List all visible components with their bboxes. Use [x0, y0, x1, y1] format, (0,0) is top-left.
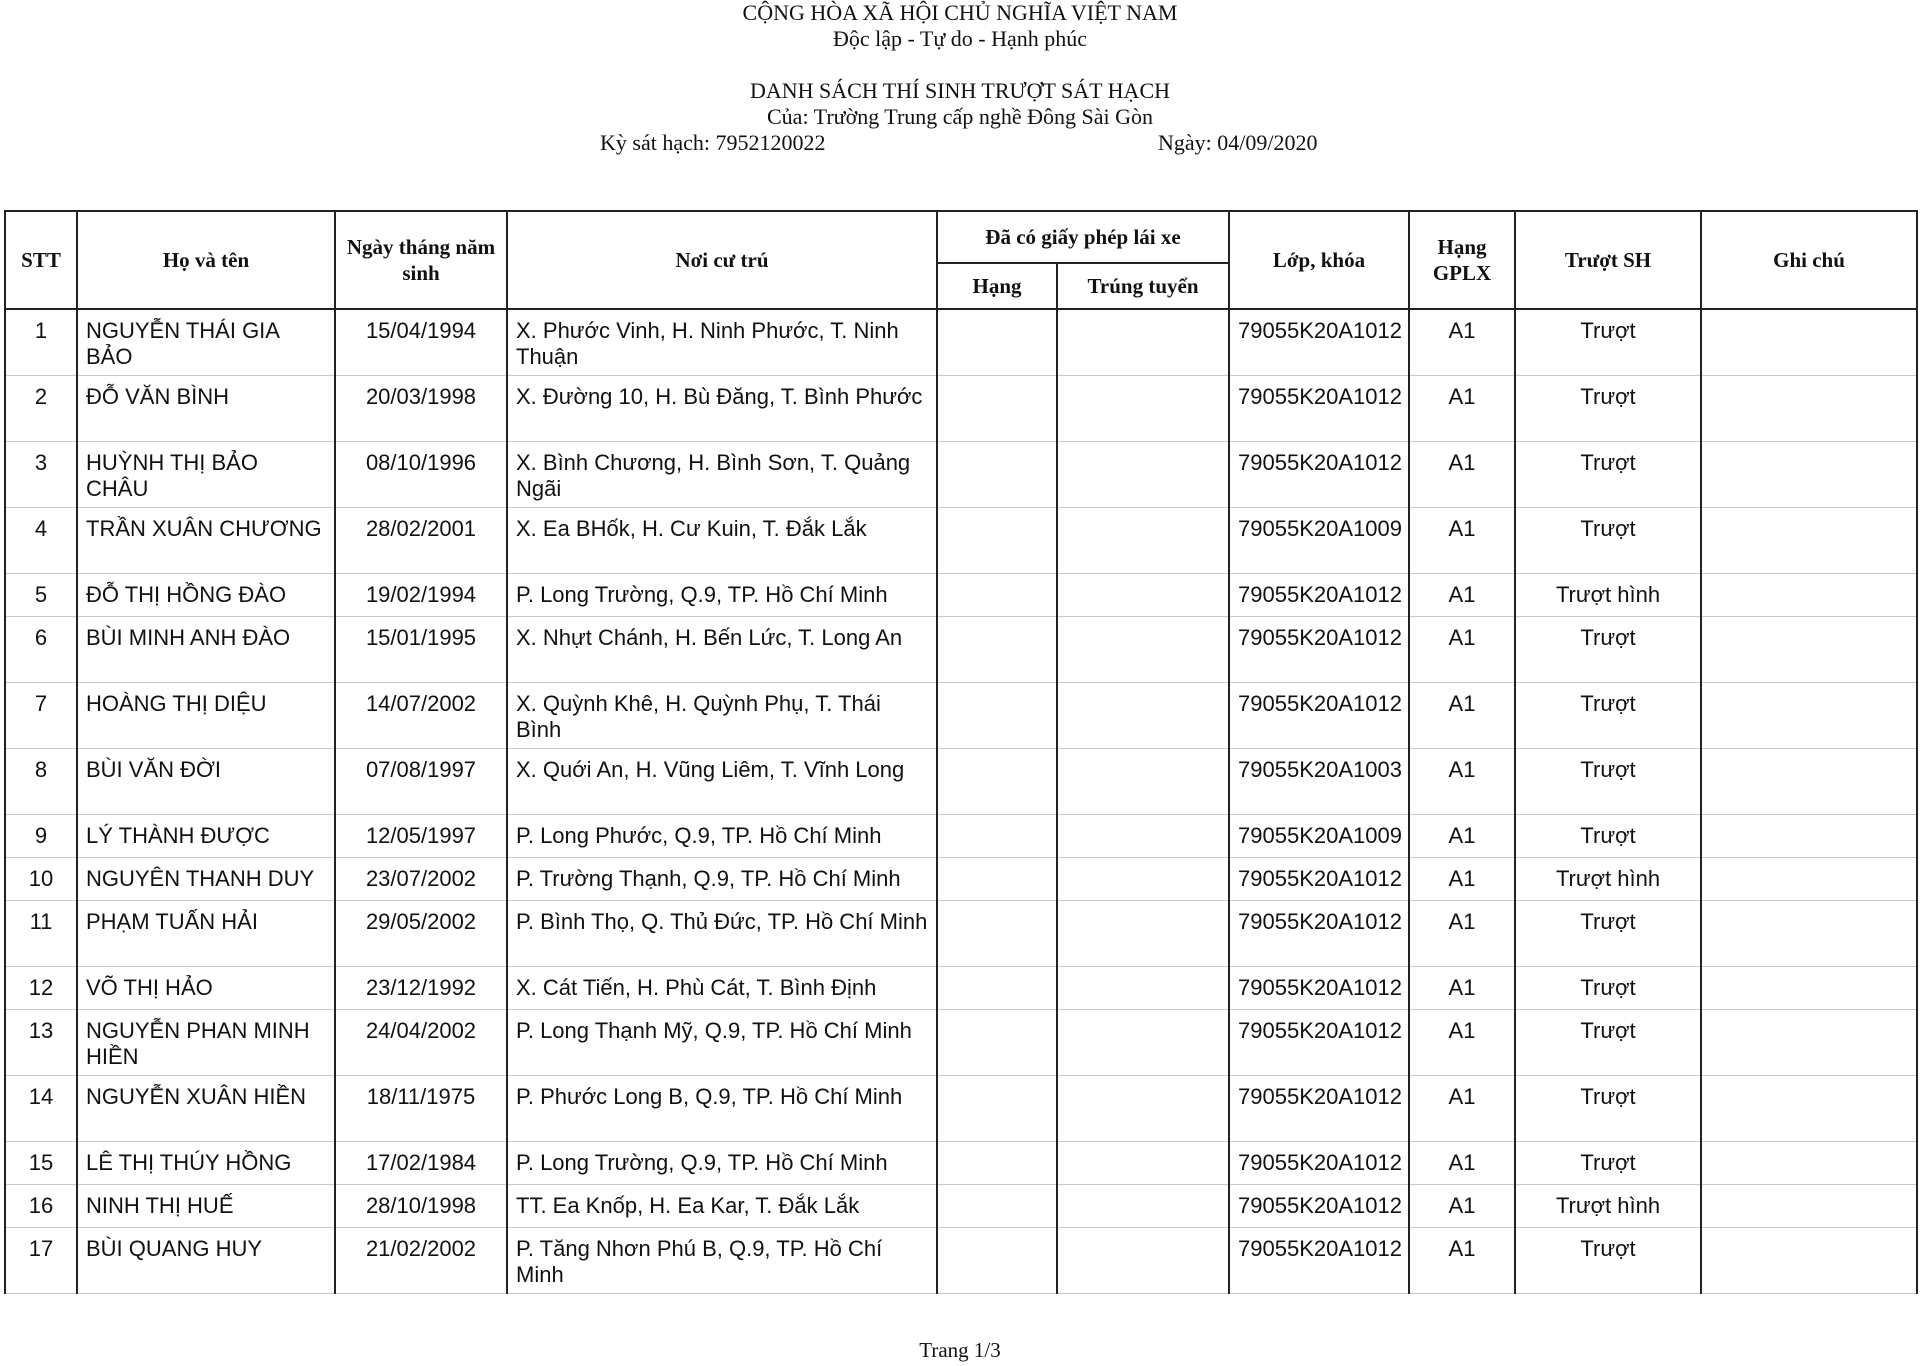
row-gplx: A1 [1409, 857, 1515, 900]
row-course: 79055K20A1012 [1229, 309, 1409, 375]
row-license-admitted [1057, 857, 1229, 900]
row-stt: 10 [5, 857, 77, 900]
row-stt: 15 [5, 1141, 77, 1184]
row-address: X. Quới An, H. Vũng Liêm, T. Vĩnh Long [507, 748, 937, 814]
row-stt: 3 [5, 441, 77, 507]
row-license-admitted [1057, 1141, 1229, 1184]
row-license-class [937, 1184, 1057, 1227]
page-number: Trang 1/3 [919, 1338, 1001, 1362]
row-address: P. Long Phước, Q.9, TP. Hồ Chí Minh [507, 814, 937, 857]
row-stt: 8 [5, 748, 77, 814]
row-course: 79055K20A1009 [1229, 814, 1409, 857]
row-gplx: A1 [1409, 441, 1515, 507]
row-course: 79055K20A1012 [1229, 1009, 1409, 1075]
row-stt: 16 [5, 1184, 77, 1227]
row-result: Trượt [1515, 1227, 1701, 1293]
row-license-class [937, 748, 1057, 814]
row-result: Trượt [1515, 1075, 1701, 1141]
row-result: Trượt [1515, 375, 1701, 441]
row-course: 79055K20A1012 [1229, 1227, 1409, 1293]
row-result: Trượt [1515, 1009, 1701, 1075]
table-row [5, 573, 1917, 616]
row-note [1701, 682, 1917, 748]
row-license-class [937, 966, 1057, 1009]
row-dob: 23/12/1992 [335, 966, 507, 1009]
table-row [5, 857, 1917, 900]
row-note [1701, 1227, 1917, 1293]
row-license-admitted [1057, 682, 1229, 748]
row-address: P. Long Thạnh Mỹ, Q.9, TP. Hồ Chí Minh [507, 1009, 937, 1075]
table-row [5, 1227, 1917, 1293]
row-course: 79055K20A1012 [1229, 441, 1409, 507]
row-license-admitted [1057, 1227, 1229, 1293]
row-name: HUỲNH THỊ BẢO CHÂU [77, 441, 335, 507]
row-gplx: A1 [1409, 900, 1515, 966]
row-course: 79055K20A1012 [1229, 682, 1409, 748]
row-license-class [937, 375, 1057, 441]
row-gplx: A1 [1409, 375, 1515, 441]
row-address: X. Quỳnh Khê, H. Quỳnh Phụ, T. Thái Bình [507, 682, 937, 748]
row-note [1701, 616, 1917, 682]
row-dob: 20/03/1998 [335, 375, 507, 441]
row-address: X. Nhựt Chánh, H. Bến Lức, T. Long An [507, 616, 937, 682]
row-result: Trượt [1515, 900, 1701, 966]
row-note [1701, 1141, 1917, 1184]
row-stt: 7 [5, 682, 77, 748]
row-license-admitted [1057, 507, 1229, 573]
row-address: X. Phước Vinh, H. Ninh Phước, T. Ninh Thuận [507, 309, 937, 375]
row-address: TT. Ea Knốp, H. Ea Kar, T. Đắk Lắk [507, 1184, 937, 1227]
row-license-admitted [1057, 900, 1229, 966]
row-address: P. Tăng Nhơn Phú B, Q.9, TP. Hồ Chí Minh [507, 1227, 937, 1293]
row-name: TRẦN XUÂN CHƯƠNG [77, 507, 335, 573]
row-stt: 12 [5, 966, 77, 1009]
row-license-class [937, 573, 1057, 616]
row-note [1701, 309, 1917, 375]
row-gplx: A1 [1409, 966, 1515, 1009]
row-dob: 15/01/1995 [335, 616, 507, 682]
table-row [5, 900, 1917, 966]
row-name: NGUYỄN THÁI GIA BẢO [77, 309, 335, 375]
row-dob: 24/04/2002 [335, 1009, 507, 1075]
row-name: LÝ THÀNH ĐƯỢC [77, 814, 335, 857]
row-course: 79055K20A1012 [1229, 1075, 1409, 1141]
row-course: 79055K20A1012 [1229, 616, 1409, 682]
col-name: Họ và tên [77, 211, 335, 309]
row-license-class [937, 1141, 1057, 1184]
col-gplx: Hạng GPLX [1409, 211, 1515, 309]
failed-candidates-table [4, 210, 1918, 1294]
row-address: P. Long Trường, Q.9, TP. Hồ Chí Minh [507, 1141, 937, 1184]
row-stt: 6 [5, 616, 77, 682]
row-license-class [937, 682, 1057, 748]
row-result: Trượt [1515, 507, 1701, 573]
row-license-admitted [1057, 375, 1229, 441]
row-gplx: A1 [1409, 748, 1515, 814]
row-note [1701, 900, 1917, 966]
table-row [5, 682, 1917, 748]
row-result: Trượt hình [1515, 857, 1701, 900]
row-gplx: A1 [1409, 616, 1515, 682]
row-address: P. Phước Long B, Q.9, TP. Hồ Chí Minh [507, 1075, 937, 1141]
row-course: 79055K20A1012 [1229, 1141, 1409, 1184]
row-result: Trượt [1515, 682, 1701, 748]
row-name: BÙI VĂN ĐỜI [77, 748, 335, 814]
row-note [1701, 375, 1917, 441]
row-stt: 4 [5, 507, 77, 573]
row-license-class [937, 309, 1057, 375]
row-license-class [937, 814, 1057, 857]
table-row [5, 748, 1917, 814]
row-course: 79055K20A1009 [1229, 507, 1409, 573]
row-license-class [937, 1009, 1057, 1075]
col-dob: Ngày tháng năm sinh [335, 211, 507, 309]
table-row [5, 1141, 1917, 1184]
row-stt: 11 [5, 900, 77, 966]
row-address: X. Đường 10, H. Bù Đăng, T. Bình Phước [507, 375, 937, 441]
row-gplx: A1 [1409, 309, 1515, 375]
table-row [5, 309, 1917, 375]
row-gplx: A1 [1409, 1075, 1515, 1141]
row-name: HOÀNG THỊ DIỆU [77, 682, 335, 748]
row-name: NINH THỊ HUẾ [77, 1184, 335, 1227]
school-name: Của: Trường Trung cấp nghề Đông Sài Gòn [767, 104, 1153, 129]
row-result: Trượt hình [1515, 1184, 1701, 1227]
row-dob: 28/02/2001 [335, 507, 507, 573]
row-dob: 19/02/1994 [335, 573, 507, 616]
col-result: Trượt SH [1515, 211, 1701, 309]
row-gplx: A1 [1409, 814, 1515, 857]
row-gplx: A1 [1409, 573, 1515, 616]
row-dob: 23/07/2002 [335, 857, 507, 900]
row-license-class [937, 441, 1057, 507]
row-result: Trượt [1515, 814, 1701, 857]
row-dob: 28/10/1998 [335, 1184, 507, 1227]
row-result: Trượt [1515, 1141, 1701, 1184]
motto: Độc lập - Tự do - Hạnh phúc [832, 26, 1088, 51]
table-row [5, 1075, 1917, 1141]
row-gplx: A1 [1409, 682, 1515, 748]
table-row [5, 507, 1917, 573]
row-address: P. Long Trường, Q.9, TP. Hồ Chí Minh [507, 573, 937, 616]
row-result: Trượt [1515, 748, 1701, 814]
row-note [1701, 966, 1917, 1009]
table-row [5, 375, 1917, 441]
row-name: NGUYỄN PHAN MINH HIỀN [77, 1009, 335, 1075]
row-note [1701, 1184, 1917, 1227]
row-stt: 1 [5, 309, 77, 375]
row-name: NGUYỄN XUÂN HIỀN [77, 1075, 335, 1141]
row-license-admitted [1057, 814, 1229, 857]
row-dob: 08/10/1996 [335, 441, 507, 507]
col-license-group: Đã có giấy phép lái xe [937, 211, 1229, 263]
row-stt: 13 [5, 1009, 77, 1075]
row-license-admitted [1057, 309, 1229, 375]
row-note [1701, 1009, 1917, 1075]
row-result: Trượt [1515, 441, 1701, 507]
row-gplx: A1 [1409, 1184, 1515, 1227]
row-result: Trượt [1515, 966, 1701, 1009]
row-note [1701, 507, 1917, 573]
row-name: ĐỖ VĂN BÌNH [77, 375, 335, 441]
table-row [5, 1184, 1917, 1227]
row-note [1701, 1075, 1917, 1141]
table-row [5, 1009, 1917, 1075]
col-stt: STT [5, 211, 77, 309]
row-course: 79055K20A1012 [1229, 966, 1409, 1009]
row-result: Trượt hình [1515, 573, 1701, 616]
col-license-class: Hạng [937, 263, 1057, 309]
table-row [5, 814, 1917, 857]
col-course: Lớp, khóa [1229, 211, 1409, 309]
row-license-class [937, 857, 1057, 900]
table-row [5, 616, 1917, 682]
row-license-class [937, 1075, 1057, 1141]
row-license-class [937, 1227, 1057, 1293]
row-dob: 17/02/1984 [335, 1141, 507, 1184]
row-license-admitted [1057, 1075, 1229, 1141]
row-course: 79055K20A1012 [1229, 1184, 1409, 1227]
row-note [1701, 748, 1917, 814]
row-name: BÙI QUANG HUY [77, 1227, 335, 1293]
col-residence: Nơi cư trú [507, 211, 937, 309]
row-license-admitted [1057, 441, 1229, 507]
table-body [5, 309, 1917, 1293]
row-address: X. Cát Tiến, H. Phù Cát, T. Bình Định [507, 966, 937, 1009]
row-address: X. Ea BHốk, H. Cư Kuin, T. Đắk Lắk [507, 507, 937, 573]
row-dob: 14/07/2002 [335, 682, 507, 748]
row-note [1701, 857, 1917, 900]
row-license-admitted [1057, 1009, 1229, 1075]
row-name: VÕ THỊ HẢO [77, 966, 335, 1009]
table-header [5, 211, 1917, 309]
exam-session: Kỳ sát hạch: 7952120022 [600, 130, 826, 155]
row-dob: 12/05/1997 [335, 814, 507, 857]
row-gplx: A1 [1409, 507, 1515, 573]
row-note [1701, 573, 1917, 616]
row-name: LÊ THỊ THÚY HỒNG [77, 1141, 335, 1184]
row-course: 79055K20A1003 [1229, 748, 1409, 814]
row-course: 79055K20A1012 [1229, 857, 1409, 900]
row-name: NGUYÊN THANH DUY [77, 857, 335, 900]
row-address: X. Bình Chương, H. Bình Sơn, T. Quảng Ngãi [507, 441, 937, 507]
row-stt: 14 [5, 1075, 77, 1141]
table-row [5, 966, 1917, 1009]
row-course: 79055K20A1012 [1229, 573, 1409, 616]
row-result: Trượt [1515, 309, 1701, 375]
row-license-admitted [1057, 966, 1229, 1009]
row-address: P. Trường Thạnh, Q.9, TP. Hồ Chí Minh [507, 857, 937, 900]
row-stt: 2 [5, 375, 77, 441]
row-name: PHẠM TUẤN HẢI [77, 900, 335, 966]
row-gplx: A1 [1409, 1227, 1515, 1293]
row-note [1701, 814, 1917, 857]
row-gplx: A1 [1409, 1009, 1515, 1075]
row-name: BÙI MINH ANH ĐÀO [77, 616, 335, 682]
row-course: 79055K20A1012 [1229, 900, 1409, 966]
exam-date: Ngày: 04/09/2020 [1158, 130, 1318, 155]
row-license-admitted [1057, 616, 1229, 682]
row-stt: 5 [5, 573, 77, 616]
document-title: DANH SÁCH THÍ SINH TRƯỢT SÁT HẠCH [749, 78, 1171, 103]
row-license-class [937, 507, 1057, 573]
row-dob: 07/08/1997 [335, 748, 507, 814]
row-license-admitted [1057, 1184, 1229, 1227]
col-license-admitted: Trúng tuyển [1057, 263, 1229, 309]
row-result: Trượt [1515, 616, 1701, 682]
nation-title: CỘNG HÒA XÃ HỘI CHỦ NGHĨA VIỆT NAM [742, 0, 1178, 25]
row-license-class [937, 900, 1057, 966]
row-dob: 29/05/2002 [335, 900, 507, 966]
row-license-admitted [1057, 573, 1229, 616]
row-license-admitted [1057, 748, 1229, 814]
row-license-class [937, 616, 1057, 682]
row-dob: 15/04/1994 [335, 309, 507, 375]
row-name: ĐỖ THỊ HỒNG ĐÀO [77, 573, 335, 616]
row-stt: 9 [5, 814, 77, 857]
row-note [1701, 441, 1917, 507]
table-row [5, 441, 1917, 507]
row-course: 79055K20A1012 [1229, 375, 1409, 441]
row-gplx: A1 [1409, 1141, 1515, 1184]
row-address: P. Bình Thọ, Q. Thủ Đức, TP. Hồ Chí Minh [507, 900, 937, 966]
col-note: Ghi chú [1701, 211, 1917, 309]
row-stt: 17 [5, 1227, 77, 1293]
row-dob: 21/02/2002 [335, 1227, 507, 1293]
row-dob: 18/11/1975 [335, 1075, 507, 1141]
